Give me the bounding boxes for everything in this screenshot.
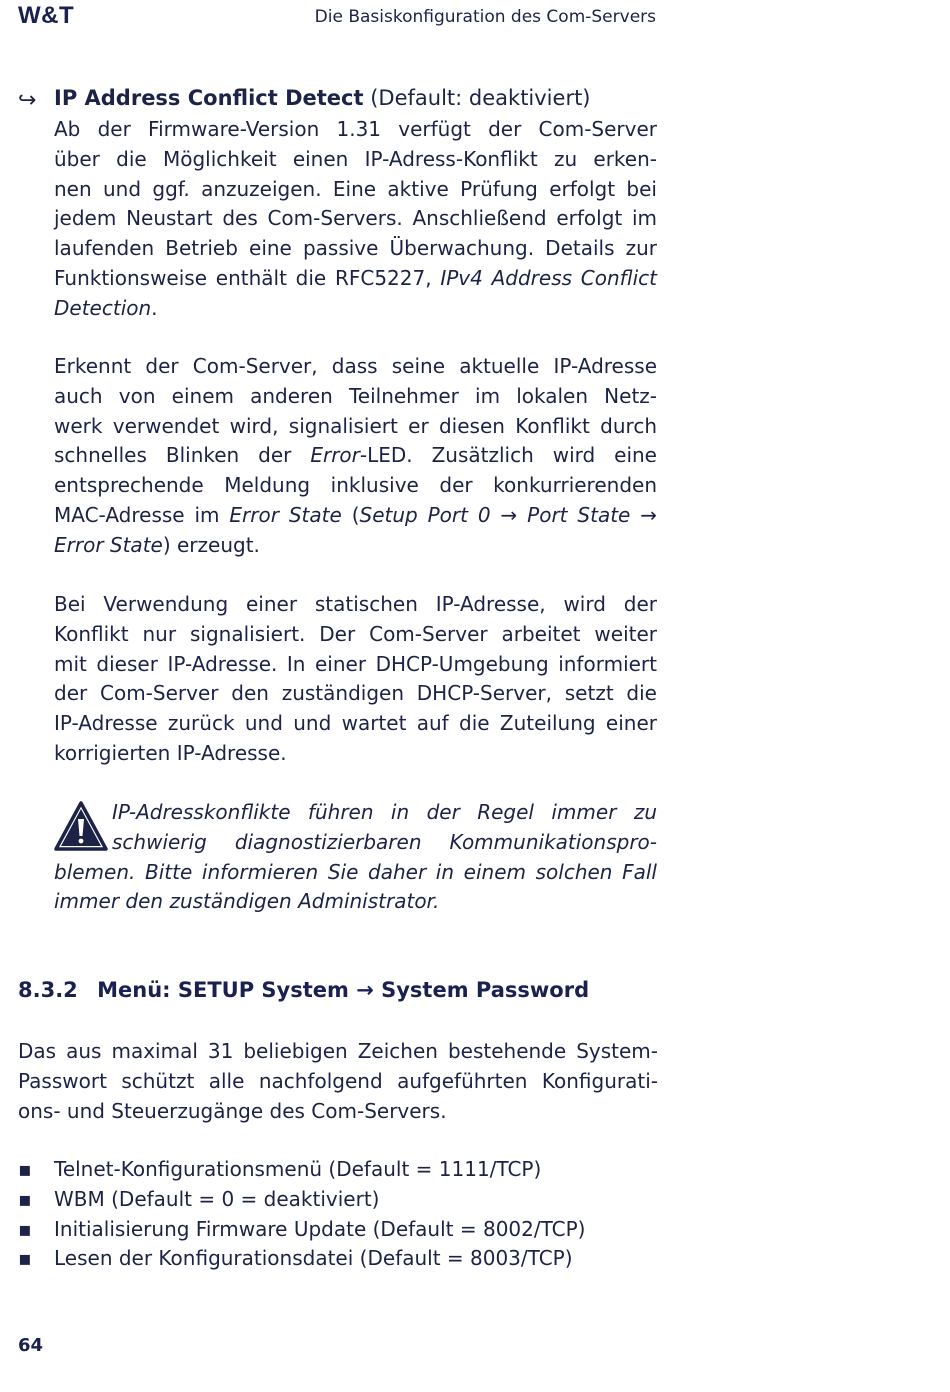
paragraph-line: Passwort schützt alle nachfolgend aufgeführten Konfigurati- — [18, 1068, 658, 1093]
paragraph-line: werk verwendet wird, signalisiert er diesen Konflikt durch — [54, 413, 657, 438]
intro-paragraph — [18, 1037, 658, 1126]
list-item-text: Initialisierung Firmware Update (Default = 8002/TCP) — [54, 1216, 586, 1241]
section-heading — [18, 978, 589, 1002]
paragraph-line: Konflikt nur signalisiert. Der Com-Server arbeitet weiter — [54, 621, 657, 646]
section-number: 8.3.2 — [18, 978, 78, 1002]
paragraph-line: jedem Neustart des Com-Servers. Anschließend erfolgt im — [54, 206, 657, 231]
bullet-icon: ▪ — [18, 1246, 32, 1271]
paragraph-3 — [54, 590, 657, 769]
list-item — [18, 1215, 658, 1245]
bullet-icon: ▪ — [18, 1186, 32, 1211]
warning-note — [54, 798, 657, 917]
page-number: 64 — [18, 1335, 44, 1356]
error-state-label: Error State — [229, 502, 342, 527]
brand-logo: W&T — [18, 2, 75, 29]
error-state-label: Error State — [54, 532, 163, 557]
rfc-title: IPv4 Address Conflict — [440, 265, 657, 290]
paragraph-line: über die Möglichkeit einen IP-Adress-Konflikt zu erken- — [54, 146, 657, 171]
paragraph-line — [54, 294, 657, 324]
paragraph-line: Bei Verwendung einer statischen IP-Adresse, wird der — [54, 592, 657, 616]
paragraph-line — [54, 264, 657, 294]
arrow-icon: ↪ — [18, 88, 37, 113]
option-default: (Default: deaktiviert) — [370, 86, 591, 110]
paragraph-line: IP-Adresse zurück und und wartet auf die Zuteilung einer — [54, 711, 657, 736]
paragraph-line: ons- und Steuerzugänge des Com-Servers. — [18, 1098, 447, 1123]
chapter-title: Die Basiskonfiguration des Com-Servers — [314, 7, 656, 27]
text-run: Funktionsweise enthält die RFC5227, — [54, 265, 441, 290]
option-heading — [54, 86, 591, 110]
text-run: . — [151, 295, 158, 320]
paragraph-line: korrigierten IP-Adresse. — [54, 740, 287, 765]
warning-line: blemen. Bitte informieren Sie daher in einem solchen Fall — [54, 859, 657, 884]
paragraph-line: Erkennt der Com-Server, dass seine aktuelle IP-Adresse — [54, 354, 657, 378]
paragraph-line — [54, 501, 657, 531]
paragraph-2 — [54, 352, 657, 561]
option-name: IP Address Conflict Detect — [54, 86, 364, 110]
paragraph-line: laufenden Betrieb eine passive Überwachung. Details zur — [54, 236, 657, 261]
menu-path: Setup Port 0 → Port State → — [359, 502, 658, 527]
list-item — [18, 1155, 658, 1185]
text-run: ) erzeugt. — [162, 532, 260, 557]
list-item — [18, 1244, 658, 1274]
text-run: schnelles Blinken der — [54, 443, 311, 468]
paragraph-line — [54, 531, 657, 561]
list-item-text: Lesen der Konfigurationsdatei (Default = 8003/TCP) — [54, 1246, 573, 1271]
paragraph-line: Das aus maximal 31 beliebigen Zeichen bestehende System- — [18, 1039, 658, 1063]
paragraph-line — [54, 441, 657, 471]
list-item-text: Telnet-Konfigurationsmenü (Default = 1111/TCP) — [54, 1157, 542, 1181]
paragraph-line: mit dieser IP-Adresse. In einer DHCP-Umgebung informiert — [54, 651, 657, 676]
rfc-title-end: Detection — [54, 295, 152, 320]
paragraph-1 — [54, 115, 657, 324]
paragraph-line: entsprechende Meldung inklusive der konkurrierenden — [54, 473, 657, 498]
warning-line: immer den zuständigen Administrator. — [54, 889, 440, 914]
bullet-icon: ▪ — [18, 1157, 32, 1181]
paragraph-line: Ab der Firmware-Version 1.31 verfügt der Com-Server — [54, 117, 657, 141]
warning-line: schwierig diagnostizierbaren Kommunikationspro- — [112, 829, 657, 854]
error-led-label: Error — [310, 443, 360, 468]
paragraph-line: der Com-Server den zuständigen DHCP-Server, setzt die — [54, 681, 657, 706]
text-run: MAC-Adresse im — [54, 502, 230, 527]
text-run: ( — [341, 502, 360, 527]
bullet-icon: ▪ — [18, 1216, 32, 1241]
paragraph-line: auch von einem anderen Teilnehmer im lokalen Netz- — [54, 383, 657, 408]
warning-line: IP-Adresskonflikte führen in der Regel immer zu — [112, 800, 657, 824]
list-item — [18, 1185, 658, 1215]
text-run: -LED. Zusätzlich wird eine — [359, 443, 657, 468]
paragraph-line: nen und ggf. anzuzeigen. Eine aktive Prüfung erfolgt bei — [54, 176, 657, 201]
section-title: Menü: SETUP System → System Password — [97, 978, 590, 1002]
list-item-text: WBM (Default = 0 = deaktiviert) — [54, 1186, 380, 1211]
access-list — [18, 1155, 658, 1274]
